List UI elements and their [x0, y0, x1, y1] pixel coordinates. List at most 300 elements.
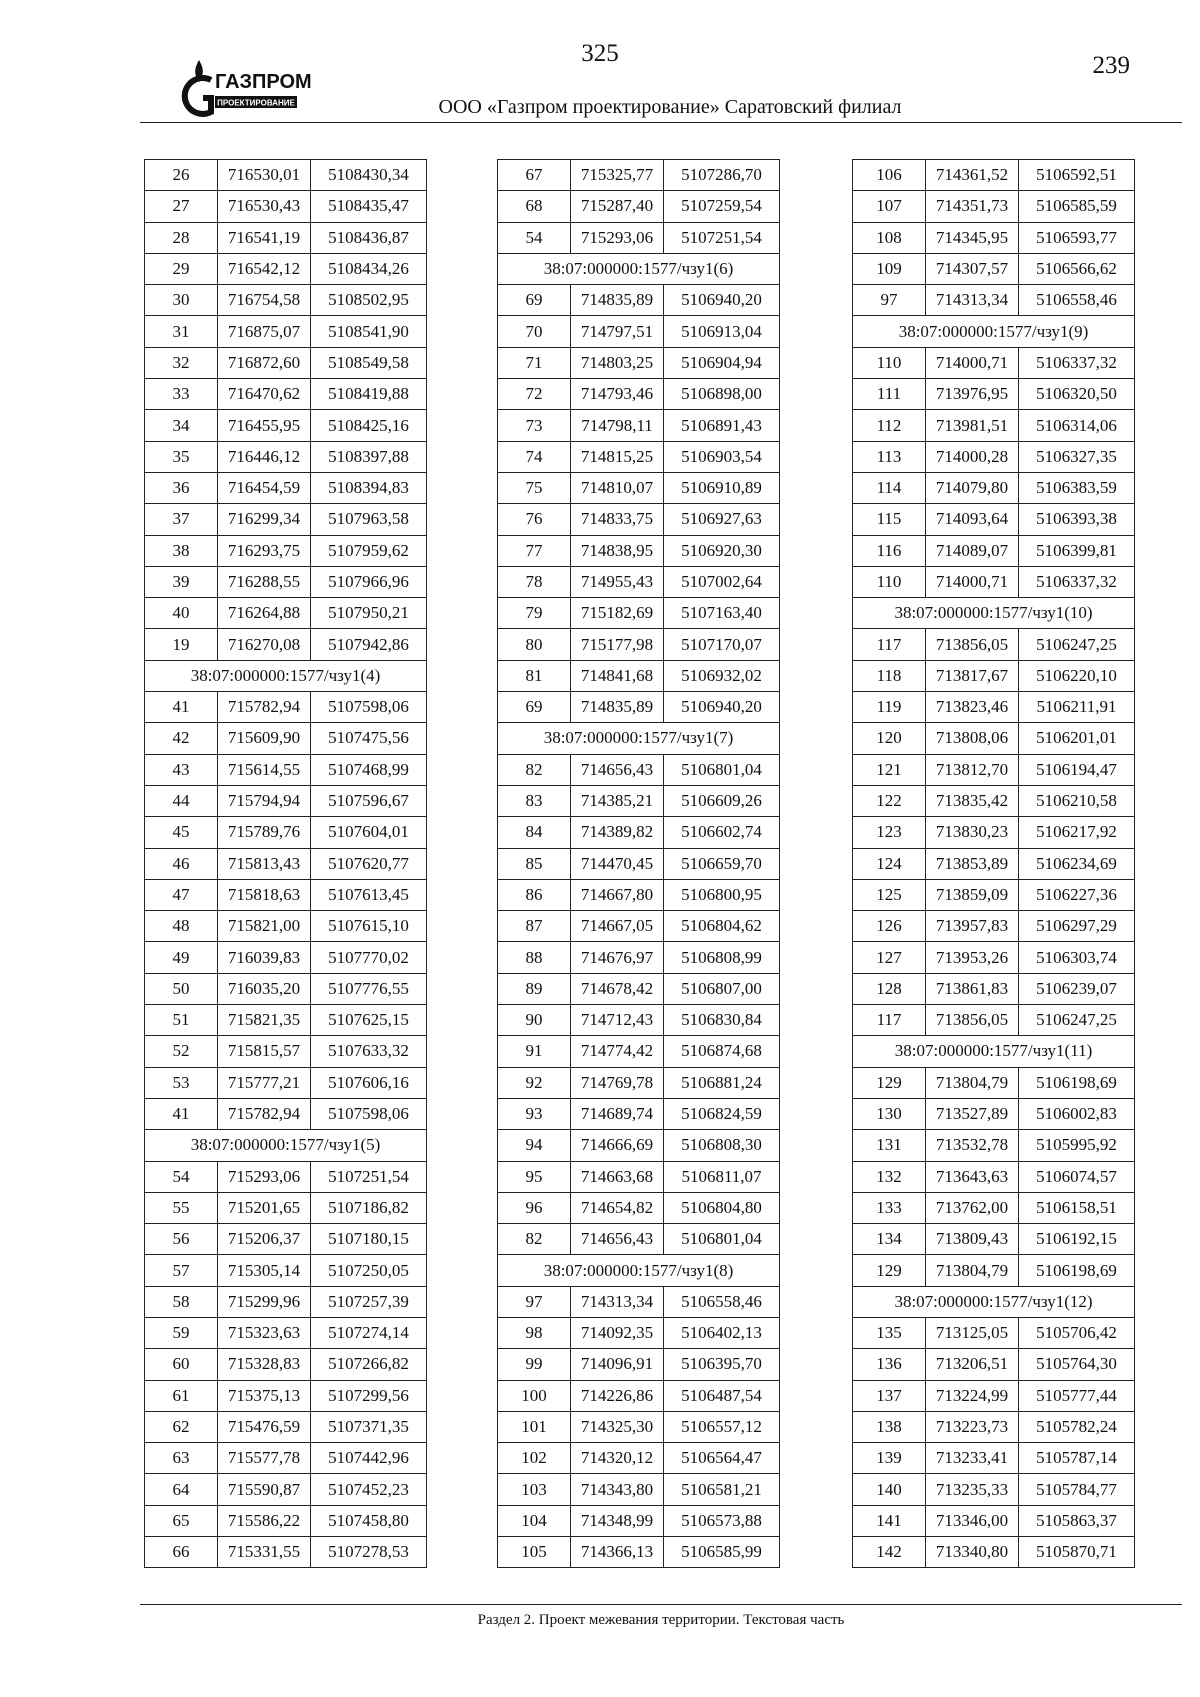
coord-x: 715609,90 [218, 723, 311, 754]
coord-y: 5108541,90 [311, 316, 427, 347]
point-number: 82 [498, 754, 571, 785]
coord-x: 715476,59 [218, 1411, 311, 1442]
table-row [853, 441, 1135, 472]
point-number: 132 [853, 1161, 926, 1192]
coord-y: 5106932,02 [664, 660, 780, 691]
table-row [145, 1443, 427, 1474]
section-header: 38:07:000000:1577/чзу1(11) [853, 1036, 1135, 1067]
coord-y: 5106297,29 [1019, 911, 1135, 942]
coord-x: 713835,42 [926, 785, 1019, 816]
point-number: 125 [853, 879, 926, 910]
coord-y: 5108397,88 [311, 441, 427, 472]
coord-x: 713976,95 [926, 379, 1019, 410]
coord-y: 5106337,32 [1019, 347, 1135, 378]
coord-y: 5105777,44 [1019, 1380, 1135, 1411]
point-number: 123 [853, 817, 926, 848]
coord-x: 713125,05 [926, 1317, 1019, 1348]
coord-x: 715821,35 [218, 1005, 311, 1036]
coord-x: 716293,75 [218, 535, 311, 566]
table-row [145, 1005, 427, 1036]
point-number: 36 [145, 472, 218, 503]
coord-x: 715782,94 [218, 692, 311, 723]
section-header-row [145, 1130, 427, 1161]
coord-x: 714656,43 [571, 1224, 664, 1255]
coord-x: 716446,12 [218, 441, 311, 472]
coord-x: 713957,83 [926, 911, 1019, 942]
point-number: 89 [498, 973, 571, 1004]
table-row [145, 692, 427, 723]
table-row [853, 754, 1135, 785]
table-row [498, 535, 780, 566]
table-row [145, 1161, 427, 1192]
coord-x: 715201,65 [218, 1192, 311, 1223]
table-row [498, 879, 780, 910]
table-row [853, 1192, 1135, 1223]
point-number: 28 [145, 222, 218, 253]
coord-x: 716875,07 [218, 316, 311, 347]
coord-x: 716754,58 [218, 285, 311, 316]
point-number: 101 [498, 1411, 571, 1442]
footer-text: Раздел 2. Проект межевания территории. Текстовая часть [477, 1612, 845, 1628]
coord-y: 5106198,69 [1019, 1255, 1135, 1286]
coord-x: 713346,00 [926, 1505, 1019, 1536]
point-number: 105 [498, 1537, 571, 1568]
coord-y: 5106558,46 [1019, 285, 1135, 316]
coord-y: 5107475,56 [311, 723, 427, 754]
point-number: 69 [498, 692, 571, 723]
table-row [498, 598, 780, 629]
table-row [145, 1349, 427, 1380]
coord-x: 713235,33 [926, 1474, 1019, 1505]
table-row [498, 441, 780, 472]
coord-y: 5106807,00 [664, 973, 780, 1004]
table-row [498, 472, 780, 503]
coord-y: 5107598,06 [311, 1098, 427, 1129]
point-number: 137 [853, 1380, 926, 1411]
coord-y: 5107950,21 [311, 598, 427, 629]
coord-y: 5106558,46 [664, 1286, 780, 1317]
table-row [498, 1224, 780, 1255]
table-row [853, 942, 1135, 973]
coord-x: 714389,82 [571, 817, 664, 848]
coord-x: 716542,12 [218, 253, 311, 284]
table-row [145, 504, 427, 535]
point-number: 81 [498, 660, 571, 691]
point-number: 100 [498, 1380, 571, 1411]
coord-y: 5106557,12 [664, 1411, 780, 1442]
point-number: 95 [498, 1161, 571, 1192]
point-number: 76 [498, 504, 571, 535]
coord-x: 716872,60 [218, 347, 311, 378]
coord-y: 5106801,04 [664, 1224, 780, 1255]
coord-y: 5106609,26 [664, 785, 780, 816]
table-row [853, 785, 1135, 816]
table-row [498, 1411, 780, 1442]
point-number: 34 [145, 410, 218, 441]
coord-y: 5107251,54 [311, 1161, 427, 1192]
coord-y: 5106874,68 [664, 1036, 780, 1067]
coord-y: 5106920,30 [664, 535, 780, 566]
coord-y: 5106211,91 [1019, 692, 1135, 723]
table-row [853, 410, 1135, 441]
coord-x: 715777,21 [218, 1067, 311, 1098]
table-row [145, 723, 427, 754]
table-row [145, 817, 427, 848]
coord-x: 714793,46 [571, 379, 664, 410]
coord-x: 714835,89 [571, 285, 664, 316]
table-row [853, 660, 1135, 691]
point-number: 79 [498, 598, 571, 629]
table-row [853, 504, 1135, 535]
coord-x: 714313,34 [926, 285, 1019, 316]
coord-x: 714307,57 [926, 253, 1019, 284]
point-number: 93 [498, 1098, 571, 1129]
table-row [145, 1380, 427, 1411]
coord-x: 714345,95 [926, 222, 1019, 253]
coord-x: 715789,76 [218, 817, 311, 848]
coord-x: 713859,09 [926, 879, 1019, 910]
point-number: 42 [145, 723, 218, 754]
coord-x: 716530,43 [218, 191, 311, 222]
point-number: 40 [145, 598, 218, 629]
section-header-row [853, 1036, 1135, 1067]
point-number: 85 [498, 848, 571, 879]
point-number: 98 [498, 1317, 571, 1348]
table-row [853, 1349, 1135, 1380]
table-row [498, 1130, 780, 1161]
coord-x: 715293,06 [218, 1161, 311, 1192]
coord-y: 5106808,30 [664, 1130, 780, 1161]
point-number: 96 [498, 1192, 571, 1223]
coord-y: 5107286,70 [664, 160, 780, 191]
table-row [853, 285, 1135, 316]
coord-x: 715287,40 [571, 191, 664, 222]
point-number: 119 [853, 692, 926, 723]
table-row [145, 848, 427, 879]
coord-x: 713340,80 [926, 1537, 1019, 1568]
table-row [145, 1286, 427, 1317]
table-row [145, 1192, 427, 1223]
table-row [145, 1474, 427, 1505]
table-row [145, 1537, 427, 1568]
coord-y: 5106566,62 [1019, 253, 1135, 284]
table-row [498, 942, 780, 973]
table-row [145, 1317, 427, 1348]
coord-y: 5108430,34 [311, 160, 427, 191]
point-number: 49 [145, 942, 218, 973]
coord-x: 713817,67 [926, 660, 1019, 691]
coord-y: 5107942,86 [311, 629, 427, 660]
coord-y: 5107250,05 [311, 1255, 427, 1286]
table-row [853, 1161, 1135, 1192]
coord-x: 713643,63 [926, 1161, 1019, 1192]
coord-x: 714343,80 [571, 1474, 664, 1505]
coord-x: 713953,26 [926, 942, 1019, 973]
table-row [498, 1349, 780, 1380]
table-row [145, 1098, 427, 1129]
table-row [145, 253, 427, 284]
coord-x: 716299,34 [218, 504, 311, 535]
coord-x: 714769,78 [571, 1067, 664, 1098]
coord-x: 714348,99 [571, 1505, 664, 1536]
coord-x: 715323,63 [218, 1317, 311, 1348]
coord-x: 714351,73 [926, 191, 1019, 222]
coord-x: 716035,20 [218, 973, 311, 1004]
coord-y: 5106800,95 [664, 879, 780, 910]
coord-x: 715577,78 [218, 1443, 311, 1474]
coord-y: 5105787,14 [1019, 1443, 1135, 1474]
table-row [498, 660, 780, 691]
table-row [498, 316, 780, 347]
point-number: 108 [853, 222, 926, 253]
point-number: 44 [145, 785, 218, 816]
point-number: 104 [498, 1505, 571, 1536]
point-number: 142 [853, 1537, 926, 1568]
section-header-row [145, 660, 427, 691]
coord-x: 713527,89 [926, 1098, 1019, 1129]
point-number: 74 [498, 441, 571, 472]
coord-x: 716264,88 [218, 598, 311, 629]
coord-y: 5106903,54 [664, 441, 780, 472]
coord-y: 5108502,95 [311, 285, 427, 316]
point-number: 41 [145, 692, 218, 723]
coord-x: 715815,57 [218, 1036, 311, 1067]
coord-x: 713812,70 [926, 754, 1019, 785]
point-number: 39 [145, 566, 218, 597]
coord-y: 5107770,02 [311, 942, 427, 973]
table-row [853, 535, 1135, 566]
coord-x: 714654,82 [571, 1192, 664, 1223]
point-number: 88 [498, 942, 571, 973]
table-row [145, 316, 427, 347]
table-row [145, 629, 427, 660]
coord-x: 715794,94 [218, 785, 311, 816]
point-number: 66 [145, 1537, 218, 1568]
coord-y: 5106808,99 [664, 942, 780, 973]
coord-x: 716530,01 [218, 160, 311, 191]
point-number: 83 [498, 785, 571, 816]
point-number: 138 [853, 1411, 926, 1442]
coord-y: 5106002,83 [1019, 1098, 1135, 1129]
point-number: 41 [145, 1098, 218, 1129]
table-row [145, 535, 427, 566]
section-header: 38:07:000000:1577/чзу1(9) [853, 316, 1135, 347]
point-number: 82 [498, 1224, 571, 1255]
point-number: 64 [145, 1474, 218, 1505]
coord-y: 5106804,80 [664, 1192, 780, 1223]
point-number: 139 [853, 1443, 926, 1474]
table-row [853, 1380, 1135, 1411]
table-row [145, 472, 427, 503]
coord-x: 715375,13 [218, 1380, 311, 1411]
table-row [145, 285, 427, 316]
point-number: 133 [853, 1192, 926, 1223]
coord-y: 5106220,10 [1019, 660, 1135, 691]
table-row [853, 1443, 1135, 1474]
point-number: 56 [145, 1224, 218, 1255]
coord-x: 714815,25 [571, 441, 664, 472]
point-number: 58 [145, 1286, 218, 1317]
page-number-center: 325 [581, 40, 619, 67]
coord-x: 714656,43 [571, 754, 664, 785]
point-number: 91 [498, 1036, 571, 1067]
section-header: 38:07:000000:1577/чзу1(12) [853, 1286, 1135, 1317]
point-number: 63 [145, 1443, 218, 1474]
coord-x: 715177,98 [571, 629, 664, 660]
coord-x: 716455,95 [218, 410, 311, 441]
coord-y: 5108436,87 [311, 222, 427, 253]
coord-x: 714089,07 [926, 535, 1019, 566]
point-number: 55 [145, 1192, 218, 1223]
coord-y: 5107606,16 [311, 1067, 427, 1098]
coord-x: 714678,42 [571, 973, 664, 1004]
point-number: 54 [498, 222, 571, 253]
table-row [145, 879, 427, 910]
coord-y: 5105863,37 [1019, 1505, 1135, 1536]
point-number: 46 [145, 848, 218, 879]
coord-x: 713981,51 [926, 410, 1019, 441]
coord-y: 5106913,04 [664, 316, 780, 347]
coord-y: 5106393,38 [1019, 504, 1135, 535]
point-number: 107 [853, 191, 926, 222]
table-row [853, 253, 1135, 284]
table-row [498, 754, 780, 785]
coord-y: 5106573,88 [664, 1505, 780, 1536]
point-number: 26 [145, 160, 218, 191]
table-row [498, 848, 780, 879]
table-row [853, 817, 1135, 848]
coord-x: 713809,43 [926, 1224, 1019, 1255]
coord-y: 5107274,14 [311, 1317, 427, 1348]
table-row [853, 347, 1135, 378]
point-number: 69 [498, 285, 571, 316]
coord-x: 713808,06 [926, 723, 1019, 754]
coord-x: 713762,00 [926, 1192, 1019, 1223]
table-row [853, 848, 1135, 879]
coord-x: 714093,64 [926, 504, 1019, 535]
coord-x: 713856,05 [926, 629, 1019, 660]
coord-x: 715821,00 [218, 911, 311, 942]
coord-y: 5108549,58 [311, 347, 427, 378]
point-number: 48 [145, 911, 218, 942]
coord-x: 714676,97 [571, 942, 664, 973]
point-number: 110 [853, 347, 926, 378]
table-row [853, 1067, 1135, 1098]
point-number: 102 [498, 1443, 571, 1474]
logo-text: ГАЗПРОМ [215, 71, 312, 93]
table-row [853, 191, 1135, 222]
table-row [853, 160, 1135, 191]
table-row [498, 347, 780, 378]
coord-y: 5107458,80 [311, 1505, 427, 1536]
section-header-row [498, 1255, 780, 1286]
coord-y: 5107604,01 [311, 817, 427, 848]
table-row [145, 222, 427, 253]
point-number: 68 [498, 191, 571, 222]
point-number: 45 [145, 817, 218, 848]
coord-x: 713830,23 [926, 817, 1019, 848]
coord-x: 714803,25 [571, 347, 664, 378]
point-number: 32 [145, 347, 218, 378]
coord-y: 5106659,70 [664, 848, 780, 879]
coord-y: 5106227,36 [1019, 879, 1135, 910]
coord-x: 713856,05 [926, 1005, 1019, 1036]
point-number: 122 [853, 785, 926, 816]
point-number: 113 [853, 441, 926, 472]
table-row [853, 1317, 1135, 1348]
point-number: 60 [145, 1349, 218, 1380]
table-row [145, 410, 427, 441]
coord-x: 715331,55 [218, 1537, 311, 1568]
coord-x: 713804,79 [926, 1067, 1019, 1098]
coord-y: 5107163,40 [664, 598, 780, 629]
table-row [853, 1537, 1135, 1568]
table-row [498, 191, 780, 222]
table-row [145, 1411, 427, 1442]
table-row [853, 1098, 1135, 1129]
coord-y: 5107257,39 [311, 1286, 427, 1317]
point-number: 111 [853, 379, 926, 410]
coord-y: 5106210,58 [1019, 785, 1135, 816]
coord-y: 5107259,54 [664, 191, 780, 222]
coord-x: 715590,87 [218, 1474, 311, 1505]
table-row [853, 1130, 1135, 1161]
point-number: 62 [145, 1411, 218, 1442]
point-number: 106 [853, 160, 926, 191]
coord-y: 5106940,20 [664, 285, 780, 316]
coord-y: 5105706,42 [1019, 1317, 1135, 1348]
coord-x: 714797,51 [571, 316, 664, 347]
point-number: 86 [498, 879, 571, 910]
point-number: 43 [145, 754, 218, 785]
table-row [145, 441, 427, 472]
point-number: 109 [853, 253, 926, 284]
table-row [498, 1067, 780, 1098]
point-number: 117 [853, 629, 926, 660]
table-row [498, 285, 780, 316]
point-number: 94 [498, 1130, 571, 1161]
point-number: 72 [498, 379, 571, 410]
coord-y: 5107266,82 [311, 1349, 427, 1380]
point-number: 126 [853, 911, 926, 942]
table-row [498, 973, 780, 1004]
coordinates-table-2 [497, 159, 780, 1568]
section-header-row [498, 723, 780, 754]
coord-x: 713804,79 [926, 1255, 1019, 1286]
table-row [498, 1380, 780, 1411]
table-row [498, 1286, 780, 1317]
coord-x: 714841,68 [571, 660, 664, 691]
coord-y: 5107170,07 [664, 629, 780, 660]
coord-x: 714774,42 [571, 1036, 664, 1067]
coord-x: 713853,89 [926, 848, 1019, 879]
coord-x: 714385,21 [571, 785, 664, 816]
coord-x: 714667,05 [571, 911, 664, 942]
coord-x: 714096,91 [571, 1349, 664, 1380]
table-row [853, 692, 1135, 723]
coord-x: 715182,69 [571, 598, 664, 629]
coord-y: 5106395,70 [664, 1349, 780, 1380]
table-row [498, 222, 780, 253]
coord-y: 5106824,59 [664, 1098, 780, 1129]
table-row [498, 629, 780, 660]
point-number: 90 [498, 1005, 571, 1036]
section-header-row [853, 1286, 1135, 1317]
coord-x: 714320,12 [571, 1443, 664, 1474]
coord-x: 714666,69 [571, 1130, 664, 1161]
section-header: 38:07:000000:1577/чзу1(7) [498, 723, 780, 754]
coord-y: 5106201,01 [1019, 723, 1135, 754]
